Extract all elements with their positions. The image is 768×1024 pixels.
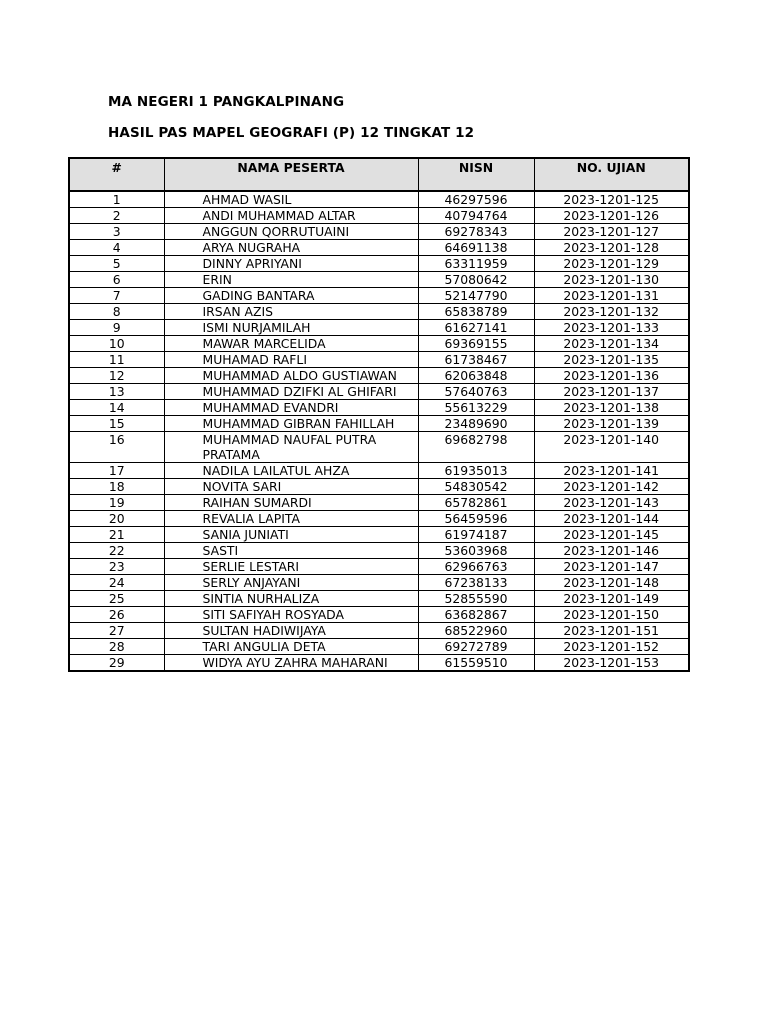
table-row [69, 559, 689, 575]
participant-name: MAWAR MARCELIDA [164, 336, 418, 352]
participant-nisn: 63682867 [418, 607, 534, 623]
participant-nisn: 65782861 [418, 495, 534, 511]
row-number: 28 [69, 639, 164, 655]
participant-nisn: 55613229 [418, 400, 534, 416]
participant-nisn: 56459596 [418, 511, 534, 527]
row-number: 24 [69, 575, 164, 591]
participant-nisn: 61627141 [418, 320, 534, 336]
participant-name: IRSAN AZIS [164, 304, 418, 320]
participant-nisn: 54830542 [418, 479, 534, 495]
exam-number: 2023-1201-131 [534, 288, 689, 304]
table-row [69, 320, 689, 336]
table-row [69, 191, 689, 208]
table-row [69, 511, 689, 527]
table-row [69, 543, 689, 559]
row-number: 19 [69, 495, 164, 511]
participant-name: SANIA JUNIATI [164, 527, 418, 543]
table-row [69, 384, 689, 400]
exam-number: 2023-1201-149 [534, 591, 689, 607]
table-row [69, 304, 689, 320]
participant-nisn: 68522960 [418, 623, 534, 639]
row-number: 3 [69, 224, 164, 240]
table-row [69, 336, 689, 352]
participant-name: MUHAMAD RAFLI [164, 352, 418, 368]
participant-nisn: 57080642 [418, 272, 534, 288]
participant-name: SULTAN HADIWIJAYA [164, 623, 418, 639]
participant-name: GADING BANTARA [164, 288, 418, 304]
exam-number: 2023-1201-150 [534, 607, 689, 623]
participant-name: AHMAD WASIL [164, 191, 418, 208]
table-body [69, 191, 689, 671]
table-row [69, 623, 689, 639]
participant-name: MUHAMMAD EVANDRI [164, 400, 418, 416]
table-row [69, 368, 689, 384]
exam-number: 2023-1201-129 [534, 256, 689, 272]
table-header-row [69, 158, 689, 191]
participant-name: MUHAMMAD DZIFKI AL GHIFARI [164, 384, 418, 400]
row-number: 20 [69, 511, 164, 527]
exam-number: 2023-1201-139 [534, 416, 689, 432]
exam-number: 2023-1201-148 [534, 575, 689, 591]
row-number: 7 [69, 288, 164, 304]
exam-number: 2023-1201-153 [534, 655, 689, 672]
row-number: 2 [69, 208, 164, 224]
participant-nisn: 69369155 [418, 336, 534, 352]
participant-name: REVALIA LAPITA [164, 511, 418, 527]
school-title: MA NEGERI 1 PANGKALPINANG [108, 94, 345, 110]
participant-name: ISMI NURJAMILAH [164, 320, 418, 336]
row-number: 13 [69, 384, 164, 400]
exam-number: 2023-1201-142 [534, 479, 689, 495]
participant-name: NADILA LAILATUL AHZA [164, 463, 418, 479]
participant-name: NOVITA SARI [164, 479, 418, 495]
row-number: 15 [69, 416, 164, 432]
table-row [69, 256, 689, 272]
participant-nisn: 62063848 [418, 368, 534, 384]
exam-number: 2023-1201-138 [534, 400, 689, 416]
exam-number: 2023-1201-137 [534, 384, 689, 400]
participant-nisn: 52855590 [418, 591, 534, 607]
table-row [69, 463, 689, 479]
participant-nisn: 64691138 [418, 240, 534, 256]
exam-number: 2023-1201-147 [534, 559, 689, 575]
exam-number: 2023-1201-126 [534, 208, 689, 224]
row-number: 4 [69, 240, 164, 256]
participant-name: WIDYA AYU ZAHRA MAHARANI [164, 655, 418, 672]
header-exam-number: NO. UJIAN [534, 158, 689, 191]
exam-number: 2023-1201-144 [534, 511, 689, 527]
row-number: 1 [69, 191, 164, 208]
exam-number: 2023-1201-140 [534, 432, 689, 463]
participant-name: MUHAMMAD GIBRAN FAHILLAH [164, 416, 418, 432]
exam-number: 2023-1201-125 [534, 191, 689, 208]
participant-name: MUHAMMAD ALDO GUSTIAWAN [164, 368, 418, 384]
participant-name: SERLIE LESTARI [164, 559, 418, 575]
report-title: HASIL PAS MAPEL GEOGRAFI (P) 12 TINGKAT 12 [108, 125, 475, 141]
row-number: 5 [69, 256, 164, 272]
exam-number: 2023-1201-136 [534, 368, 689, 384]
table-row [69, 272, 689, 288]
table-row [69, 607, 689, 623]
participant-name: DINNY APRIYANI [164, 256, 418, 272]
row-number: 16 [69, 432, 164, 463]
row-number: 27 [69, 623, 164, 639]
participant-name: RAIHAN SUMARDI [164, 495, 418, 511]
exam-number: 2023-1201-152 [534, 639, 689, 655]
participant-nisn: 46297596 [418, 191, 534, 208]
table-row [69, 432, 689, 463]
table-row [69, 655, 689, 672]
row-number: 8 [69, 304, 164, 320]
exam-number: 2023-1201-132 [534, 304, 689, 320]
participant-name: TARI ANGULIA DETA [164, 639, 418, 655]
row-number: 23 [69, 559, 164, 575]
header-number: # [69, 158, 164, 191]
exam-number: 2023-1201-143 [534, 495, 689, 511]
participant-table [68, 157, 690, 672]
exam-number: 2023-1201-146 [534, 543, 689, 559]
participant-nisn: 62966763 [418, 559, 534, 575]
table-row [69, 591, 689, 607]
row-number: 25 [69, 591, 164, 607]
row-number: 9 [69, 320, 164, 336]
participant-name: SINTIA NURHALIZA [164, 591, 418, 607]
row-number: 11 [69, 352, 164, 368]
participant-nisn: 57640763 [418, 384, 534, 400]
header-participant-name: NAMA PESERTA [164, 158, 418, 191]
participant-nisn: 61738467 [418, 352, 534, 368]
row-number: 12 [69, 368, 164, 384]
participant-name: SITI SAFIYAH ROSYADA [164, 607, 418, 623]
participant-nisn: 61559510 [418, 655, 534, 672]
participant-name: ERIN [164, 272, 418, 288]
row-number: 29 [69, 655, 164, 672]
row-number: 10 [69, 336, 164, 352]
participant-nisn: 69272789 [418, 639, 534, 655]
row-number: 18 [69, 479, 164, 495]
participant-nisn: 61974187 [418, 527, 534, 543]
participant-name: SERLY ANJAYANI [164, 575, 418, 591]
header-nisn: NISN [418, 158, 534, 191]
participant-name: MUHAMMAD NAUFAL PUTRA PRATAMA [164, 432, 418, 463]
participant-nisn: 67238133 [418, 575, 534, 591]
exam-number: 2023-1201-127 [534, 224, 689, 240]
exam-number: 2023-1201-135 [534, 352, 689, 368]
exam-number: 2023-1201-141 [534, 463, 689, 479]
table-row [69, 352, 689, 368]
participant-name: ANGGUN QORRUTUAINI [164, 224, 418, 240]
exam-number: 2023-1201-133 [534, 320, 689, 336]
table-row [69, 288, 689, 304]
table-row [69, 208, 689, 224]
participant-nisn: 63311959 [418, 256, 534, 272]
table-row [69, 575, 689, 591]
participant-nisn: 69682798 [418, 432, 534, 463]
table-row [69, 224, 689, 240]
row-number: 6 [69, 272, 164, 288]
row-number: 17 [69, 463, 164, 479]
participant-nisn: 61935013 [418, 463, 534, 479]
exam-number: 2023-1201-145 [534, 527, 689, 543]
participant-name: ARYA NUGRAHA [164, 240, 418, 256]
exam-number: 2023-1201-130 [534, 272, 689, 288]
row-number: 21 [69, 527, 164, 543]
exam-number: 2023-1201-134 [534, 336, 689, 352]
table-row [69, 240, 689, 256]
participant-nisn: 23489690 [418, 416, 534, 432]
exam-number: 2023-1201-128 [534, 240, 689, 256]
participant-nisn: 69278343 [418, 224, 534, 240]
table-row [69, 416, 689, 432]
exam-number: 2023-1201-151 [534, 623, 689, 639]
table-row [69, 400, 689, 416]
row-number: 14 [69, 400, 164, 416]
table-row [69, 479, 689, 495]
row-number: 26 [69, 607, 164, 623]
table-row [69, 495, 689, 511]
table-row [69, 527, 689, 543]
row-number: 22 [69, 543, 164, 559]
participant-nisn: 65838789 [418, 304, 534, 320]
participant-nisn: 52147790 [418, 288, 534, 304]
participant-nisn: 53603968 [418, 543, 534, 559]
table-row [69, 639, 689, 655]
participant-name: SASTI [164, 543, 418, 559]
participant-name: ANDI MUHAMMAD ALTAR [164, 208, 418, 224]
participant-nisn: 40794764 [418, 208, 534, 224]
